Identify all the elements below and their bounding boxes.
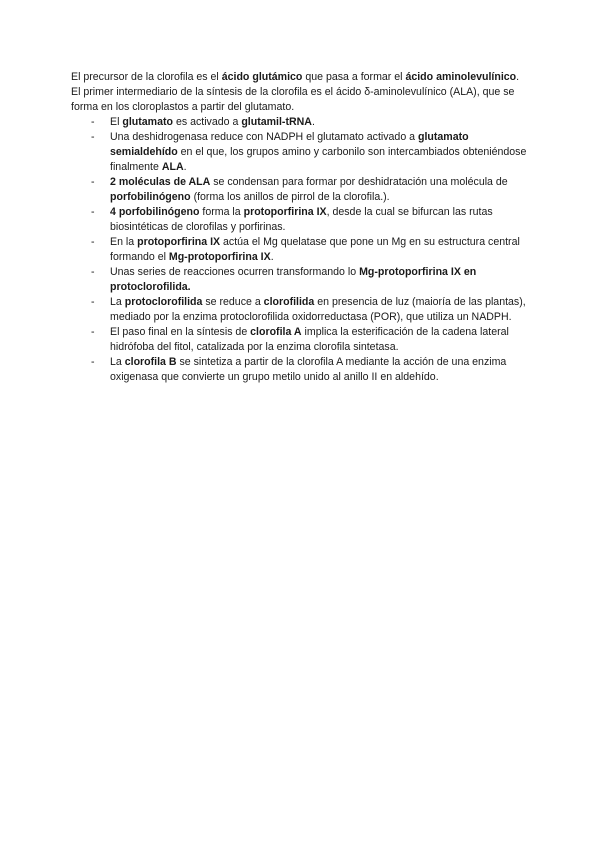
text-run: es activado a bbox=[173, 116, 242, 128]
text-run: , desde la cual se bifurcan las rutas biosintéticas de clorofilas y porfirinas. bbox=[110, 206, 493, 233]
bold-term: ácido aminolevulínico bbox=[405, 71, 517, 83]
text-run: . bbox=[183, 161, 187, 173]
bold-term: 4 porfobilinógeno bbox=[110, 206, 200, 218]
bold-term: glutamil-tRNA bbox=[241, 116, 312, 128]
text-run: . bbox=[311, 116, 315, 128]
list-item bbox=[71, 265, 531, 295]
bold-term: Mg-protoporfirina IX en protoclorofilida. bbox=[110, 266, 477, 293]
text-run: en el que, los grupos amino y carbonilo son intercambiados obteniéndose finalmente bbox=[110, 146, 527, 173]
intro-paragraph bbox=[71, 70, 531, 115]
bold-term: 2 moléculas de ALA bbox=[110, 176, 211, 188]
bullet-dash: - bbox=[91, 296, 95, 308]
text-run: en presencia de luz (maioría de las plantas), mediado por la enzima protoclorofilida oxidorreductasa (POR), que utiliza un NADPH. bbox=[110, 296, 526, 323]
text-run: se condensan para formar por deshidratación una molécula de bbox=[210, 176, 508, 188]
synthesis-steps-list bbox=[71, 115, 531, 385]
bold-term: protoporfirina IX bbox=[243, 206, 327, 218]
bold-term: Mg-protoporfirina IX bbox=[168, 251, 271, 263]
list-item bbox=[71, 325, 531, 355]
list-item bbox=[71, 235, 531, 265]
text-run: El bbox=[110, 116, 123, 128]
text-run: que pasa a formar el bbox=[302, 71, 406, 83]
text-run: se sintetiza a partir de la clorofila A mediante la acción de una enzima oxigenasa que convierte un grupo metilo unido al anillo II en aldehído. bbox=[110, 356, 507, 383]
text-run: (forma los anillos de pirrol de la clorofila.). bbox=[190, 191, 390, 203]
bold-term: ácido glutámico bbox=[221, 71, 303, 83]
list-item-text bbox=[110, 206, 493, 233]
text-run: Una deshidrogenasa reduce con NADPH el glutamato activado a bbox=[110, 131, 418, 143]
list-item-text bbox=[110, 266, 476, 293]
bullet-dash: - bbox=[91, 356, 95, 368]
bold-term: protoporfirina IX bbox=[137, 236, 221, 248]
text-run: implica la esterificación de la cadena lateral hidrófoba del fitol, catalizada por la enzima clorofila sintetasa. bbox=[110, 326, 509, 353]
bullet-dash: - bbox=[91, 176, 95, 188]
list-item bbox=[71, 295, 531, 325]
bold-term: ALA bbox=[161, 161, 184, 173]
text-run: El precursor de la clorofila es el bbox=[71, 71, 222, 83]
list-item-text bbox=[110, 176, 508, 203]
list-item-text bbox=[110, 236, 520, 263]
text-run: . El primer intermediario de la síntesis de la clorofila es el ácido δ-aminolevulínico (ALA), que se forma en los cloroplastos a partir del glutamato. bbox=[71, 71, 520, 113]
bullet-dash: - bbox=[91, 326, 95, 338]
list-item-text bbox=[110, 356, 506, 383]
list-item-text bbox=[110, 326, 509, 353]
bullet-dash: - bbox=[91, 236, 95, 248]
bold-term: clorofilida bbox=[263, 296, 315, 308]
bullet-dash: - bbox=[91, 131, 95, 143]
list-item bbox=[71, 130, 531, 175]
text-run: La bbox=[110, 296, 125, 308]
bold-term: glutamato semialdehído bbox=[110, 131, 469, 158]
bullet-dash: - bbox=[91, 116, 95, 128]
bullet-dash: - bbox=[91, 206, 95, 218]
text-run: La bbox=[110, 356, 125, 368]
list-item-text bbox=[110, 116, 315, 128]
bold-term: porfobilinógeno bbox=[110, 191, 191, 203]
list-item-text bbox=[110, 131, 526, 173]
document-body bbox=[71, 70, 531, 385]
bullet-dash: - bbox=[91, 266, 95, 278]
text-run: . bbox=[270, 251, 274, 263]
bold-term: clorofila B bbox=[124, 356, 177, 368]
text-run: Unas series de reacciones ocurren transformando lo bbox=[110, 266, 360, 278]
bold-term: protoclorofilida bbox=[124, 296, 203, 308]
bold-term: clorofila A bbox=[250, 326, 302, 338]
text-run: se reduce a bbox=[202, 296, 264, 308]
list-item-text bbox=[110, 296, 526, 323]
list-item bbox=[71, 115, 531, 130]
list-item bbox=[71, 175, 531, 205]
text-run: En la bbox=[110, 236, 138, 248]
list-item bbox=[71, 355, 531, 385]
text-run: forma la bbox=[199, 206, 244, 218]
text-run: El paso final en la síntesis de bbox=[110, 326, 251, 338]
text-run: actúa el Mg quelatase que pone un Mg en su estructura central formando el bbox=[110, 236, 520, 263]
bold-term: glutamato bbox=[122, 116, 173, 128]
list-item bbox=[71, 205, 531, 235]
